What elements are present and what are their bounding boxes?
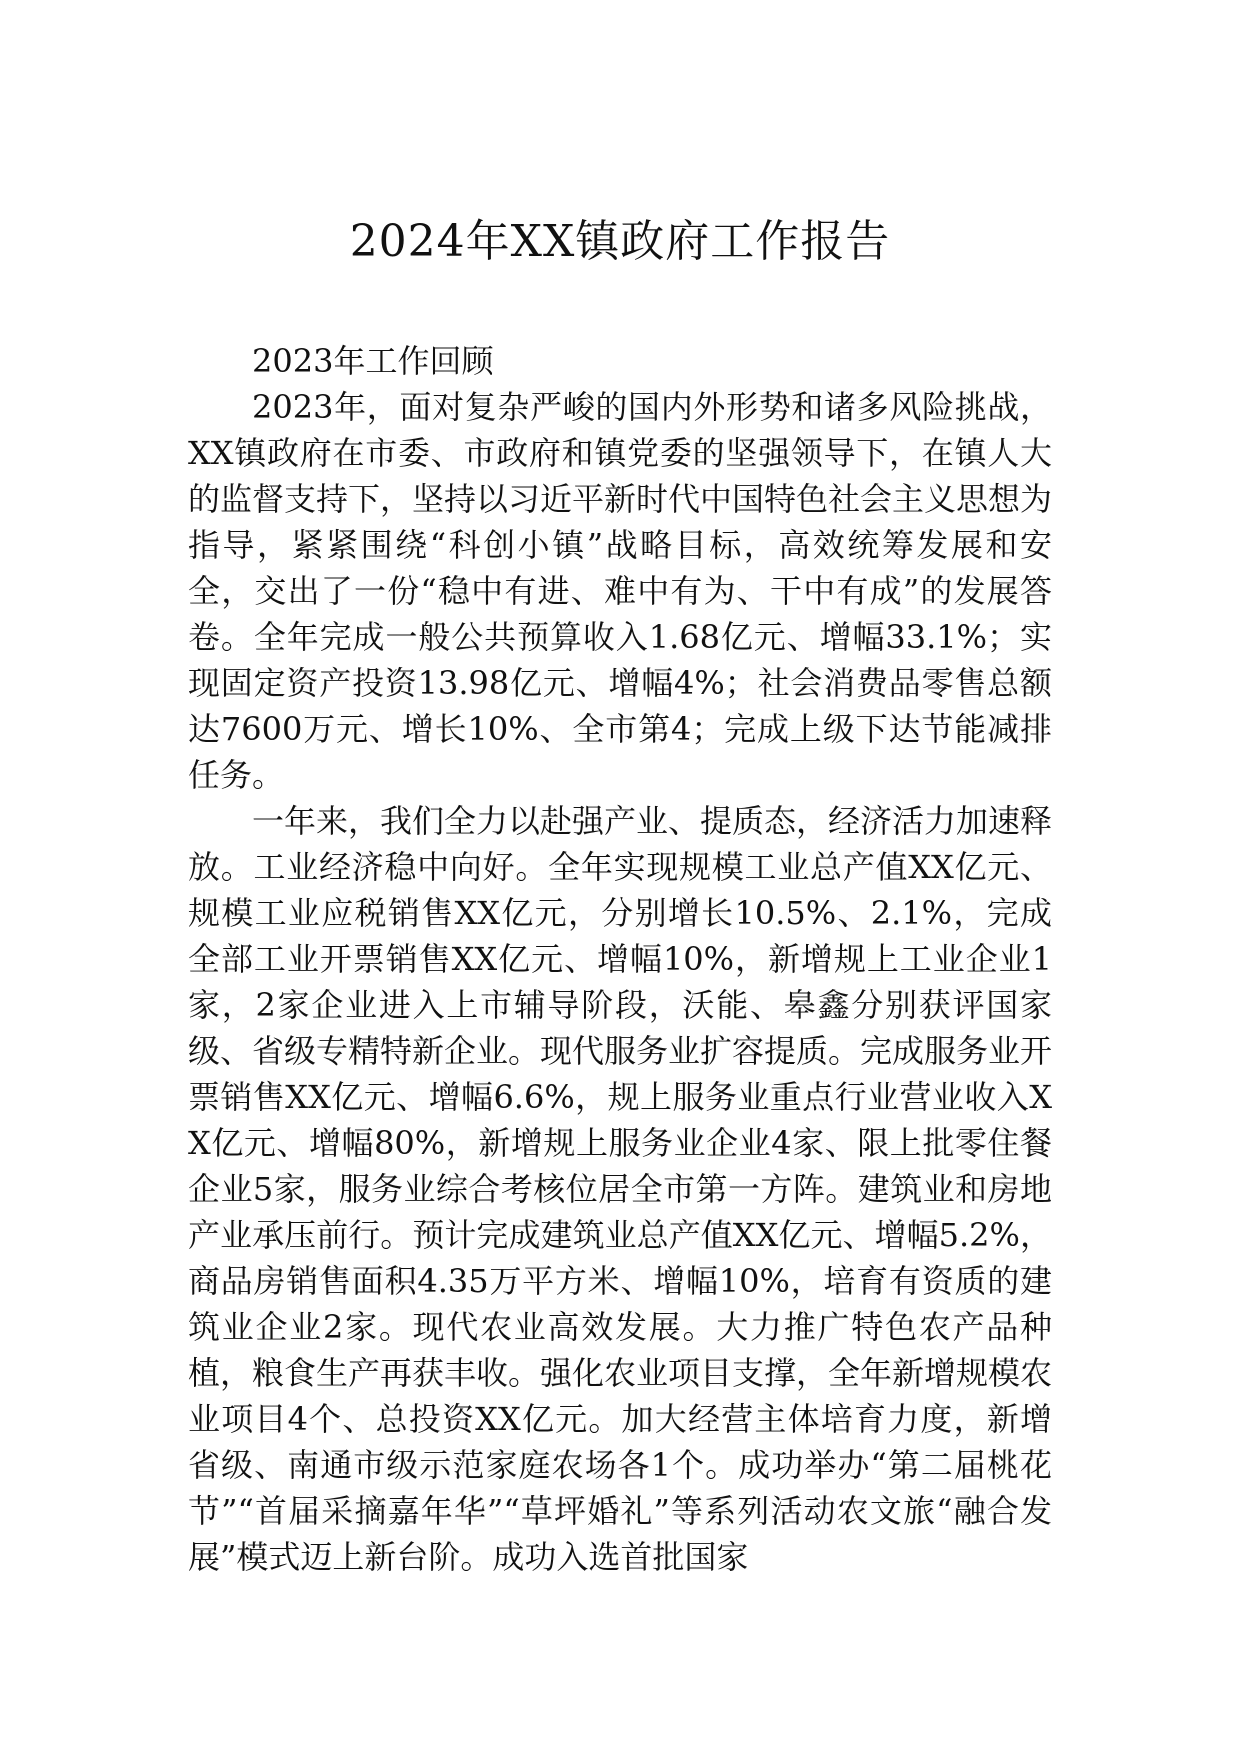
paragraph-economy: 一年来，我们全力以赴强产业、提质态，经济活力加速释放。工业经济稳中向好。全年实现规模工业总产值XX亿元、规模工业应税销售XX亿元，分别增长10.5%、2.1%，完成全部工业开票销售XX亿元、增幅10%，新增规上工业企业1家，2家企业进入上市辅导阶段，沃能、皋鑫分别获评国家级、省级专精特新企业。现代服务业扩容提质。完成服务业开票销售XX亿元、增幅6.6%，规上服务业重点行业营业收入XX亿元、增幅80%，新增规上服务业企业4家、限上批零住餐企业5家，服务业综合考核位居全市第一方阵。建筑业和房地产业承压前行。预计完成建筑业总产值XX亿元、增幅5.2%，商品房销售面积4.35万平方米、增幅10%，培育有资质的建筑业企业2家。现代农业高效发展。大力推广特色农产品种植，粮食生产再获丰收。强化农业项目支撑，全年新增规模农业项目4个、总投资XX亿元。加大经营主体培育力度，新增省级、南通市级示范家庭农场各1个。成功举办“第二届桃花节”“首届采摘嘉年华”“草坪婚礼”等系列活动农文旅“融合发展”模式迈上新台阶。成功入选首批国家: [188, 802, 1053, 1576]
document-body: [188, 338, 1052, 1580]
paragraph-overview: 2023年，面对复杂严峻的国内外形势和诸多风险挑战，XX镇政府在市委、市政府和镇党委的坚强领导下，在镇人大的监督支持下，坚持以习近平新时代中国特色社会主义思想为指导，紧紧围绕“科创小镇”战略目标，高效统筹发展和安全，交出了一份“稳中有进、难中有为、干中有成”的发展答卷。全年完成一般公共预算收入1.68亿元、增幅33.1%；实现固定资产投资13.98亿元、增幅4%；社会消费品零售总额达7600万元、增长10%、全市第4；完成上级下达节能减排任务。: [188, 388, 1053, 794]
document-title: 2024年XX镇政府工作报告: [349, 216, 891, 267]
section-heading: 2023年工作回顾: [252, 342, 494, 380]
